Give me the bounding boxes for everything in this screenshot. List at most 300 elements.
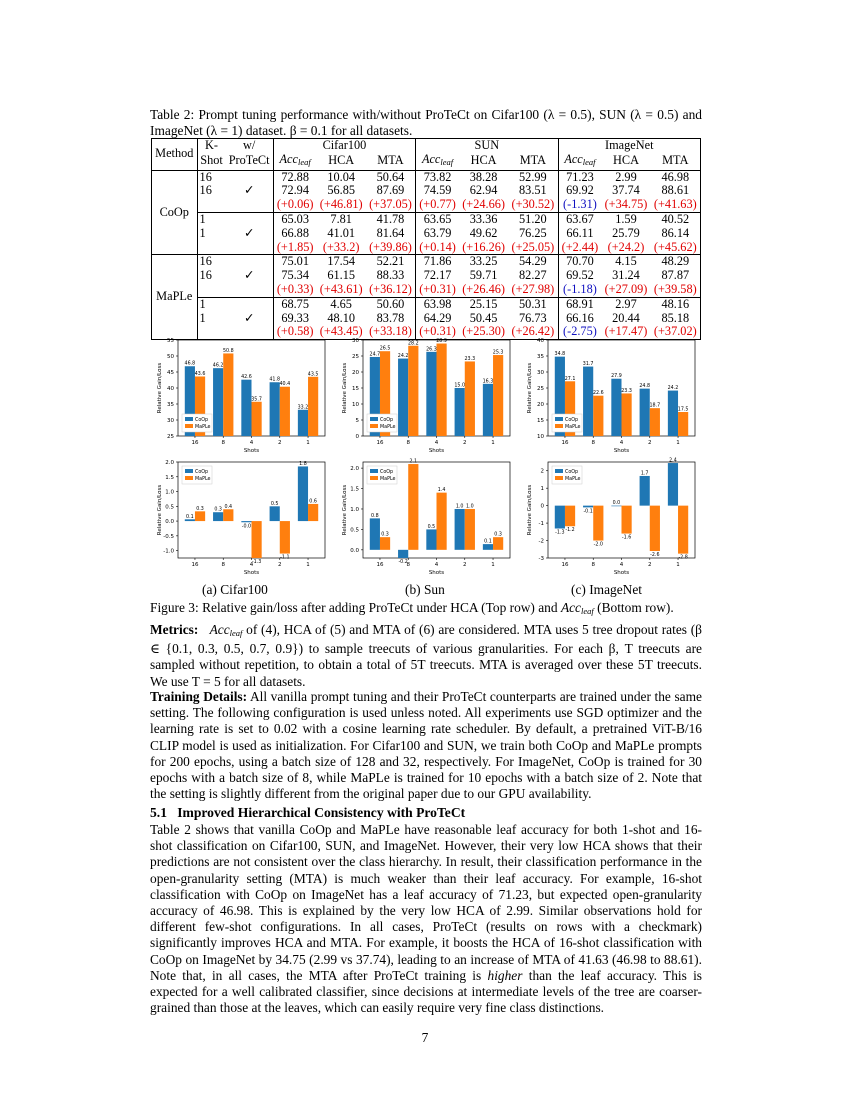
bar-maple bbox=[280, 387, 290, 436]
value-cell: 7.81 bbox=[317, 212, 366, 226]
bar-coop bbox=[555, 506, 565, 529]
value-cell: 50.31 bbox=[508, 297, 558, 311]
delta-cell: (+0.33) bbox=[276, 281, 314, 296]
x-tick-label: 2 bbox=[463, 562, 467, 568]
delta-cell: (+17.47) bbox=[601, 325, 650, 339]
y-tick-label: 40 bbox=[537, 338, 544, 344]
protect-check-cell bbox=[226, 170, 274, 184]
y-axis-label: Relative Gain/Loss bbox=[527, 484, 533, 536]
bar-maple bbox=[308, 377, 318, 436]
bar-value-label: 43.6 bbox=[194, 371, 206, 377]
y-tick-label: -2 bbox=[538, 538, 544, 545]
section-number: 5.1 bbox=[150, 805, 167, 820]
training-text: All vanilla prompt tuning and their ProTeCt counterparts are trained under the same setting. The following configuration is used unless noted. All experiments use SGD optimizer and the learning rate is set to 0.02 with a cosine learning rate scheduler. By default, a pretrained ViT-B/16 CLIP model is used as initialization. For Cifar100 and SUN, we train both CoOp and MaPLe prompts for 200 epochs, using a batch size of 128 and 32, respectively. For ImageNet, CoOp is trained for 30 epochs with a batch size of 8, while MaPLe is trained for 10 epochs with a batch size of 2. Note that the setting is slightly different from the original paper due to our GPU availability. bbox=[150, 689, 702, 802]
x-tick-label: 1 bbox=[676, 440, 680, 446]
x-axis-label: Shots bbox=[243, 448, 260, 454]
delta-cell: (+24.66) bbox=[462, 197, 505, 212]
shot-cell: 16 bbox=[199, 268, 212, 283]
bar-maple bbox=[380, 537, 390, 550]
dataset-header-cifar: Cifar100 bbox=[273, 139, 415, 153]
x-tick-label: 1 bbox=[306, 562, 310, 568]
results-table bbox=[151, 138, 701, 340]
section-text-before: Table 2 shows that vanilla CoOp and MaPLe have reasonable leaf accuracy for both 1-shot and 16-shot classification on Cifar100, SUN, and ImageNet. However, their very low HCA shows that their predictions are not consistent over the class hierarchy. In result, their classification performance in the open-granularity setting (MTA) is much weaker than their leaf accuracy. For example, 16-shot classification with CoOp on ImageNet has a leaf accuracy of 71.23, but expected open-granularity accuracy of 46.98. This is explained by the very low HCA of 2.99. Similar observations hold for different few-shot configurations. In all cases, ProTeCt (results on rows with a checkmark) significantly improves HCA and MTA. For example, it boosts the HCA of 16-shot classification with CoOp on ImageNet by 34.75 (2.99 vs 37.74), leading to an increase of MTA of 41.63 (46.98 to 88.61). Note that, in all cases, the MTA after ProTeCt training is bbox=[150, 822, 702, 983]
bar-maple bbox=[252, 402, 262, 436]
x-tick-label: 16 bbox=[561, 440, 569, 446]
bar-coop bbox=[455, 509, 465, 550]
y-tick-label: 25 bbox=[352, 354, 359, 360]
figure-caption bbox=[150, 600, 702, 619]
value-cell: 66.11 bbox=[566, 225, 594, 240]
x-tick-label: 8 bbox=[221, 440, 225, 446]
legend-swatch bbox=[185, 424, 193, 428]
value-cell: 72.17 bbox=[423, 268, 452, 283]
bar-value-label: 17.5 bbox=[677, 407, 689, 413]
x-axis-label: Shots bbox=[428, 448, 445, 454]
value-cell: 64.29 bbox=[423, 310, 452, 325]
value-cell: 76.25 bbox=[508, 227, 558, 241]
bar-value-label: 0.5 bbox=[427, 524, 436, 530]
bar-maple bbox=[252, 521, 262, 558]
bar-value-label: 28.2 bbox=[407, 341, 419, 347]
value-cell: 66.88 bbox=[281, 225, 309, 240]
value-cell: 85.18 bbox=[651, 312, 701, 326]
bar-maple bbox=[493, 537, 503, 550]
x-tick-label: 16 bbox=[561, 562, 569, 568]
shot-cell: 16 bbox=[197, 255, 225, 269]
value-cell: 56.85 bbox=[327, 183, 356, 198]
x-tick-label: 16 bbox=[191, 562, 199, 568]
legend-label: MaPLe bbox=[380, 425, 396, 430]
hca-header: HCA bbox=[459, 153, 508, 170]
bar-value-label: 23.3 bbox=[464, 356, 476, 362]
bar-maple bbox=[493, 355, 503, 436]
y-tick-label: 15 bbox=[537, 418, 544, 424]
bar-maple bbox=[280, 521, 290, 553]
y-tick-label: 1.5 bbox=[165, 474, 174, 481]
x-tick-label: 8 bbox=[221, 562, 225, 568]
subcaption-cifar: (a) Cifar100 bbox=[202, 582, 268, 597]
acc-header bbox=[273, 153, 316, 170]
delta-cell: (+33.18) bbox=[366, 325, 416, 339]
figure-caption-after: (Bottom row). bbox=[593, 600, 674, 615]
chart-sun-hca bbox=[335, 334, 515, 459]
table-row bbox=[152, 212, 701, 226]
mta-header: MTA bbox=[366, 153, 416, 170]
metrics-sub: leaf bbox=[229, 628, 243, 638]
y-tick-label: 45 bbox=[167, 370, 174, 376]
bar-coop bbox=[483, 544, 493, 550]
value-cell: 2.97 bbox=[601, 297, 650, 311]
x-tick-label: 8 bbox=[591, 562, 595, 568]
bar-value-label: 23.3 bbox=[621, 388, 632, 394]
bar-coop bbox=[455, 388, 465, 436]
y-tick-label: 5 bbox=[355, 418, 359, 424]
bar-coop bbox=[668, 391, 678, 436]
y-axis-label: Relative Gain/Loss bbox=[157, 362, 163, 414]
table-row bbox=[152, 312, 701, 326]
y-tick-label: 35 bbox=[537, 354, 544, 360]
value-cell: 40.52 bbox=[651, 212, 701, 226]
value-cell: 20.44 bbox=[612, 310, 640, 325]
legend-label: CoOp bbox=[565, 418, 579, 423]
bar-value-label: 25.3 bbox=[492, 350, 504, 356]
value-cell: 51.20 bbox=[508, 212, 558, 226]
x-tick-label: 4 bbox=[249, 562, 254, 568]
delta-cell: (+25.05) bbox=[508, 241, 558, 255]
bar-coop bbox=[241, 521, 251, 522]
bar-coop bbox=[583, 506, 593, 508]
delta-cell: (+26.46) bbox=[462, 281, 505, 296]
legend-swatch bbox=[185, 476, 193, 480]
shot-header: Shot bbox=[197, 153, 225, 170]
figure-caption-acc: Acc bbox=[560, 600, 582, 615]
y-tick-label: 40 bbox=[167, 386, 174, 392]
bar-coop bbox=[640, 476, 650, 506]
x-tick-label: 1 bbox=[491, 440, 495, 446]
legend-swatch bbox=[370, 476, 378, 480]
delta-row bbox=[152, 241, 701, 255]
bar-coop bbox=[398, 359, 408, 436]
delta-cell: (+0.31) bbox=[416, 325, 459, 339]
protect-check-cell bbox=[226, 241, 274, 255]
y-tick-label: 25 bbox=[167, 434, 174, 440]
delta-cell: (-2.75) bbox=[558, 325, 601, 339]
legend-label: CoOp bbox=[195, 470, 209, 475]
delta-cell: (+25.30) bbox=[459, 325, 508, 339]
chart-imagenet-hca bbox=[520, 334, 700, 459]
delta-cell: (+36.12) bbox=[366, 283, 416, 297]
delta-cell: (+46.81) bbox=[319, 197, 363, 212]
delta-cell: (+0.58) bbox=[273, 325, 316, 339]
delta-cell: (+37.05) bbox=[366, 198, 416, 212]
legend-label: MaPLe bbox=[195, 425, 211, 430]
metrics-acc: Acc bbox=[209, 622, 230, 637]
bar-value-label: 24.8 bbox=[639, 384, 651, 390]
value-cell: 87.69 bbox=[366, 184, 416, 198]
y-tick-label: -1 bbox=[538, 521, 544, 528]
y-tick-label: 0.0 bbox=[350, 547, 359, 554]
bar-value-label: 1.4 bbox=[437, 488, 446, 494]
bar-value-label: -1.6 bbox=[621, 535, 632, 541]
x-tick-label: 2 bbox=[278, 562, 282, 568]
y-tick-label: 10 bbox=[537, 434, 544, 440]
legend-swatch bbox=[185, 469, 193, 473]
y-tick-label: 0.5 bbox=[350, 527, 359, 534]
figure-caption-sub: leaf bbox=[581, 606, 594, 616]
protect-check-cell bbox=[226, 297, 274, 311]
metrics-text: of (4), HCA of (5) and MTA of (6) are considered. MTA uses 5 tree dropout rates (β ∈ {0.1, 0.3, 0.5, 0.7, 0.9}) to sample treecuts of various granularities. For each β, T treecuts are sampled without repetition, to obtain a total of 5T treecuts. MTA is averaged over these 5T treecuts. We use T = 5 for all datasets. bbox=[150, 622, 703, 689]
bar-value-label: 0.3 bbox=[214, 507, 222, 513]
bar-maple bbox=[593, 396, 603, 436]
subcaption-imagenet: (c) ImageNet bbox=[571, 582, 643, 597]
bar-coop bbox=[668, 463, 678, 506]
chart-cifar-hca bbox=[150, 334, 330, 459]
method-header: Method bbox=[152, 139, 198, 171]
bar-value-label: 40.4 bbox=[279, 382, 291, 388]
legend-swatch bbox=[555, 476, 563, 480]
value-cell: 73.82 bbox=[423, 169, 452, 184]
bar-value-label: -0.1 bbox=[583, 509, 593, 515]
bar-value-label: 1.8 bbox=[299, 461, 307, 467]
protect-check-cell bbox=[226, 255, 274, 269]
y-tick-label: 55 bbox=[167, 338, 174, 344]
delta-cell: (+26.42) bbox=[508, 325, 558, 339]
bar-value-label: 15.0 bbox=[454, 383, 466, 389]
shot-cell bbox=[197, 198, 225, 212]
bar-value-label: -1.3 bbox=[251, 560, 262, 565]
y-tick-label: -1.0 bbox=[163, 548, 174, 555]
delta-cell: (+16.26) bbox=[459, 241, 508, 255]
shot-cell: 16 bbox=[199, 169, 212, 184]
bar-maple bbox=[565, 506, 575, 527]
legend-label: CoOp bbox=[380, 418, 394, 423]
legend-label: MaPLe bbox=[195, 477, 211, 482]
bar-coop bbox=[398, 550, 408, 558]
value-cell: 71.86 bbox=[416, 255, 459, 269]
bar-value-label: 0.3 bbox=[494, 532, 502, 538]
value-cell: 59.71 bbox=[469, 268, 498, 283]
legend-label: CoOp bbox=[380, 470, 394, 475]
bar-value-label: -2.8 bbox=[678, 555, 688, 561]
shot-cell: 1 bbox=[197, 212, 225, 226]
value-cell: 82.27 bbox=[508, 269, 558, 283]
legend-swatch bbox=[370, 424, 378, 428]
delta-cell: (+2.44) bbox=[558, 241, 601, 255]
bar-coop bbox=[640, 389, 650, 436]
x-tick-label: 2 bbox=[648, 562, 652, 568]
value-cell: 81.64 bbox=[366, 227, 416, 241]
y-tick-label: 1.0 bbox=[165, 489, 174, 496]
dataset-header-sun: SUN bbox=[416, 139, 558, 153]
y-tick-label: 20 bbox=[352, 370, 359, 376]
value-cell: 1.59 bbox=[601, 212, 650, 226]
bar-maple bbox=[650, 506, 660, 551]
bar-value-label: 35.7 bbox=[251, 397, 262, 403]
protect-check-cell bbox=[226, 283, 274, 297]
value-cell: 87.87 bbox=[651, 269, 701, 283]
bar-value-label: 42.6 bbox=[241, 375, 252, 381]
value-cell: 50.64 bbox=[366, 170, 416, 184]
section-paragraph bbox=[150, 822, 702, 1016]
bar-coop bbox=[426, 352, 436, 436]
bar-value-label: -1.3 bbox=[555, 530, 565, 536]
bar-coop bbox=[213, 368, 223, 436]
bar-value-label: 0.3 bbox=[196, 506, 204, 512]
y-tick-label: 0.5 bbox=[165, 504, 174, 511]
value-cell: 2.99 bbox=[615, 169, 637, 184]
bar-value-label: 0.4 bbox=[224, 504, 233, 510]
k-header: K- bbox=[197, 139, 225, 153]
delta-cell: (+37.02) bbox=[651, 325, 701, 339]
figure-caption-before: Figure 3: Relative gain/loss after adding ProTeCt under HCA (Top row) and bbox=[150, 600, 561, 615]
bar-value-label: 26.5 bbox=[379, 346, 391, 352]
delta-cell: (-1.31) bbox=[563, 197, 597, 212]
bar-coop bbox=[483, 384, 493, 436]
value-cell: 86.14 bbox=[651, 227, 701, 241]
value-cell: 38.28 bbox=[469, 169, 498, 184]
x-axis-label: Shots bbox=[243, 570, 260, 576]
x-tick-label: 1 bbox=[306, 440, 310, 446]
delta-row bbox=[152, 198, 701, 212]
bar-value-label: 33.2 bbox=[297, 405, 309, 411]
value-cell: 46.98 bbox=[651, 170, 701, 184]
mta-header: MTA bbox=[651, 153, 701, 170]
bar-maple bbox=[622, 393, 632, 436]
bar-maple bbox=[650, 408, 660, 436]
metrics-paragraph bbox=[150, 622, 702, 690]
y-tick-label: 1.0 bbox=[350, 506, 359, 513]
delta-cell: (+24.2) bbox=[601, 241, 650, 255]
bar-maple bbox=[195, 511, 205, 521]
bar-value-label: 0.1 bbox=[484, 539, 492, 545]
bar-value-label: 26.3 bbox=[426, 347, 437, 353]
x-tick-label: 1 bbox=[491, 562, 495, 568]
bar-value-label: 46.2 bbox=[212, 363, 224, 369]
value-cell: 72.88 bbox=[281, 169, 309, 184]
bar-value-label: 2.1 bbox=[409, 459, 418, 465]
value-cell: 41.78 bbox=[366, 212, 416, 226]
value-cell: 69.92 bbox=[566, 183, 594, 198]
value-cell: 4.65 bbox=[317, 297, 366, 311]
acc-header-sub: leaf bbox=[440, 156, 454, 167]
table-row bbox=[152, 170, 701, 184]
legend-swatch bbox=[555, 469, 563, 473]
delta-cell: (+41.63) bbox=[651, 198, 701, 212]
training-title: Training Details: bbox=[150, 689, 248, 704]
value-cell: 62.94 bbox=[469, 183, 498, 198]
value-cell: 63.67 bbox=[558, 212, 601, 226]
hca-header: HCA bbox=[317, 153, 366, 170]
acc-header bbox=[416, 153, 459, 170]
bar-value-label: 28.9 bbox=[436, 339, 447, 345]
value-cell: 48.29 bbox=[651, 255, 701, 269]
section-title: Improved Hierarchical Consistency with ProTeCt bbox=[177, 805, 466, 820]
legend-swatch bbox=[555, 417, 563, 421]
bar-value-label: -0.0 bbox=[241, 524, 252, 530]
y-tick-label: 2 bbox=[540, 468, 544, 475]
delta-cell: (+0.14) bbox=[416, 241, 459, 255]
y-tick-label: 30 bbox=[167, 418, 174, 424]
bar-value-label: -1.2 bbox=[565, 528, 575, 534]
page-number: 7 bbox=[421, 1030, 429, 1045]
delta-cell: (+0.31) bbox=[419, 281, 456, 296]
y-axis-label: Relative Gain/Loss bbox=[527, 362, 533, 414]
bar-coop bbox=[426, 529, 436, 549]
bar-value-label: -2.6 bbox=[650, 553, 660, 559]
x-tick-label: 4 bbox=[249, 440, 254, 446]
delta-cell: (+27.09) bbox=[604, 281, 648, 296]
legend-swatch bbox=[185, 417, 193, 421]
bar-value-label: 0.6 bbox=[309, 499, 317, 505]
legend-swatch bbox=[370, 417, 378, 421]
bar-value-label: 0.0 bbox=[612, 501, 621, 507]
shot-cell bbox=[197, 283, 225, 297]
value-cell: 71.23 bbox=[566, 169, 594, 184]
x-axis-label: Shots bbox=[428, 570, 445, 576]
bar-coop bbox=[370, 518, 380, 549]
value-cell: 88.33 bbox=[366, 269, 416, 283]
value-cell: 25.79 bbox=[612, 225, 640, 240]
value-cell: 69.52 bbox=[566, 268, 594, 283]
protect-check-cell: ✓ bbox=[226, 184, 274, 198]
bar-value-label: 24.2 bbox=[397, 354, 409, 360]
value-cell: 49.62 bbox=[469, 225, 498, 240]
y-tick-label: 0 bbox=[540, 503, 544, 510]
x-axis-label: Shots bbox=[613, 448, 630, 454]
bar-maple bbox=[437, 493, 447, 550]
bar-coop bbox=[213, 512, 223, 521]
acc-header-sub: leaf bbox=[297, 156, 311, 167]
x-tick-label: 16 bbox=[376, 562, 384, 568]
bar-value-label: 1.0 bbox=[466, 504, 474, 510]
x-tick-label: 8 bbox=[406, 562, 410, 568]
bar-maple bbox=[593, 506, 603, 541]
bar-value-label: 0.5 bbox=[270, 501, 279, 507]
shot-cell: 1 bbox=[197, 297, 225, 311]
x-axis-label: Shots bbox=[613, 570, 630, 576]
bar-coop bbox=[270, 506, 280, 521]
table-caption: Table 2: Prompt tuning performance with/without ProTeCt on Cifar100 (λ = 0.5), SUN (λ = 0.5) and ImageNet (λ = 1) dataset. β = 0.1 for all datasets. bbox=[150, 107, 702, 138]
delta-cell: (+0.06) bbox=[276, 197, 314, 212]
bar-value-label: 16.3 bbox=[482, 379, 494, 385]
delta-cell: (+45.62) bbox=[651, 241, 701, 255]
bar-coop bbox=[298, 410, 308, 436]
x-tick-label: 16 bbox=[191, 440, 199, 446]
x-tick-label: 4 bbox=[619, 562, 624, 568]
value-cell: 50.45 bbox=[469, 310, 498, 325]
acc-header-text: Acc bbox=[564, 151, 583, 166]
value-cell: 88.61 bbox=[651, 184, 701, 198]
protect-check-cell bbox=[226, 212, 274, 226]
bar-value-label: 1.7 bbox=[640, 471, 649, 477]
value-cell: 68.75 bbox=[273, 297, 316, 311]
y-tick-label: 35 bbox=[167, 402, 174, 408]
delta-cell: (+34.75) bbox=[604, 197, 648, 212]
value-cell: 72.94 bbox=[281, 183, 309, 198]
training-paragraph bbox=[150, 689, 702, 802]
acc-header bbox=[558, 153, 601, 170]
shot-cell: 16 bbox=[199, 183, 212, 198]
value-cell: 61.15 bbox=[327, 268, 356, 283]
legend-label: MaPLe bbox=[380, 477, 396, 482]
bar-maple bbox=[465, 361, 475, 436]
x-tick-label: 2 bbox=[463, 440, 467, 446]
y-tick-label: 25 bbox=[537, 386, 544, 392]
shot-cell bbox=[197, 241, 225, 255]
y-tick-label: 2.0 bbox=[350, 466, 359, 473]
value-cell: 63.79 bbox=[423, 225, 452, 240]
x-tick-label: 16 bbox=[376, 440, 384, 446]
delta-cell: (+33.2) bbox=[317, 241, 366, 255]
bar-value-label: 0.8 bbox=[371, 513, 379, 519]
value-cell: 10.04 bbox=[327, 169, 356, 184]
value-cell: 25.15 bbox=[459, 297, 508, 311]
bar-maple bbox=[223, 353, 233, 436]
table-row bbox=[152, 227, 701, 241]
bar-coop bbox=[298, 466, 308, 521]
bar-maple bbox=[622, 506, 632, 534]
y-tick-label: -0.5 bbox=[163, 533, 174, 540]
bar-value-label: 34.8 bbox=[554, 352, 566, 358]
legend-label: CoOp bbox=[565, 470, 579, 475]
bar-value-label: 27.1 bbox=[564, 376, 576, 382]
bar-value-label: 1.0 bbox=[455, 504, 464, 510]
chart-cifar-acc bbox=[150, 456, 330, 581]
bar-value-label: 27.9 bbox=[611, 374, 622, 380]
value-cell: 37.74 bbox=[612, 183, 640, 198]
y-tick-label: 1 bbox=[540, 486, 544, 493]
value-cell: 63.98 bbox=[416, 297, 459, 311]
